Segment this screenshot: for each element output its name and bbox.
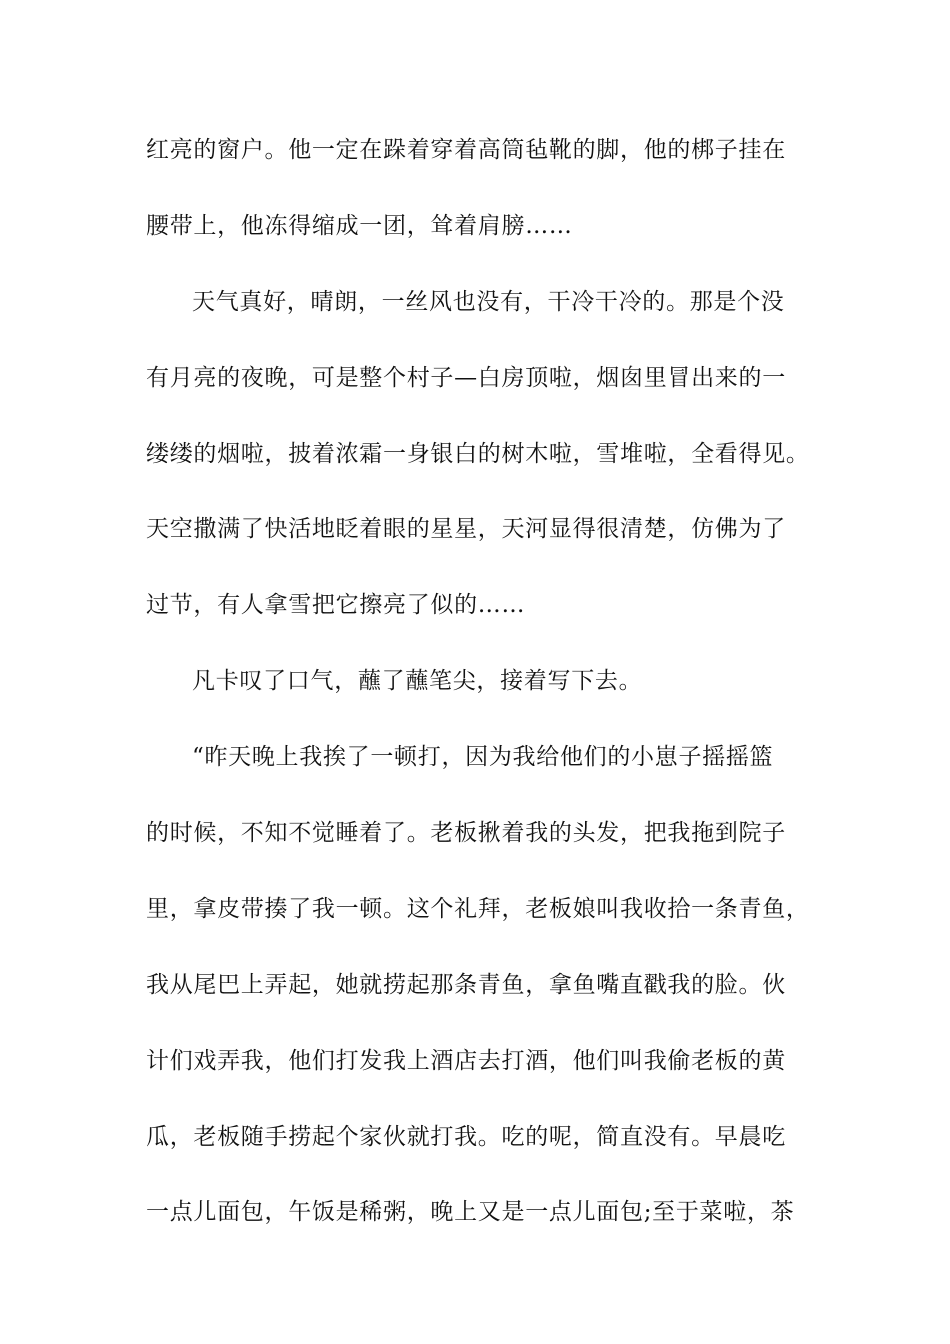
paragraph-start-line: 凡卡叹了口气，蘸了蘸笔尖，接着写下去。 [192, 668, 643, 695]
text-line: 的时候，不知不觉睡着了。老板揪着我的头发，把我拖到院子 [146, 820, 786, 847]
body-text [146, 122, 810, 1260]
text-line: 我从尾巴上弄起，她就捞起那条青鱼，拿鱼嘴直戳我的脸。伙 [146, 971, 786, 998]
text-line: 腰带上，他冻得缩成一团，耸着肩膀…… [146, 212, 573, 239]
text-line: 里，拿皮带揍了我一顿。这个礼拜，老板娘叫我收拾一条青鱼， [146, 895, 810, 922]
paragraph-start-line: “昨天晚上我挨了一顿打，因为我给他们的小崽子摇摇篮 [192, 744, 774, 771]
text-line: 红亮的窗户。他一定在跺着穿着高筒毡靴的脚，他的梆子挂在 [146, 137, 786, 163]
text-line: 缕缕的烟啦，披着浓霜一身银白的树木啦，雪堆啦，全看得见。 [146, 440, 810, 467]
text-line: 计们戏弄我，他们打发我上酒店去打酒，他们叫我偷老板的黄 [146, 1047, 786, 1074]
text-line: 一点儿面包，午饭是稀粥，晚上又是一点儿面包;至于菜啦，茶 [146, 1199, 795, 1226]
text-line: 瓜，老板随手捞起个家伙就打我。吃的呢，简直没有。早晨吃 [146, 1123, 786, 1150]
text-line: 天空撒满了快活地眨着眼的星星，天河显得很清楚，仿佛为了 [146, 516, 786, 543]
text-line: 过节，有人拿雪把它擦亮了似的…… [146, 592, 526, 619]
paragraph-start-line: 天气真好，晴朗，一丝风也没有，干冷干冷的。那是个没 [192, 288, 785, 315]
text-line: 有月亮的夜晚，可是整个村子—白房顶啦，烟囱里冒出来的一 [146, 364, 786, 391]
